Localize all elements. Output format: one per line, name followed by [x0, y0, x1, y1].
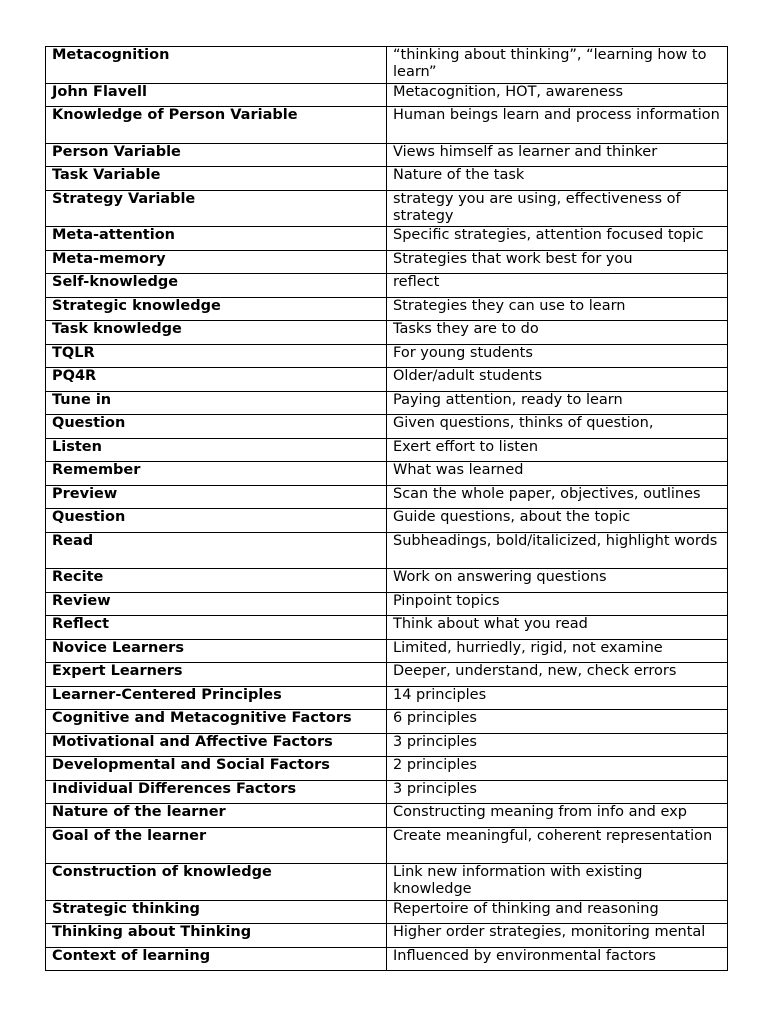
- description-cell: Paying attention, ready to learn: [387, 391, 728, 415]
- table-row: [46, 569, 728, 593]
- term-cell: Read: [46, 532, 387, 569]
- description-cell: Exert effort to listen: [387, 438, 728, 462]
- table-row: [46, 639, 728, 663]
- table-row: [46, 83, 728, 107]
- table-row: [46, 827, 728, 864]
- term-cell: Meta-attention: [46, 227, 387, 251]
- description-cell: 3 principles: [387, 733, 728, 757]
- term-cell: Self-knowledge: [46, 274, 387, 298]
- description-cell: Views himself as learner and thinker: [387, 143, 728, 167]
- term-cell: Metacognition: [46, 47, 387, 84]
- description-cell: Constructing meaning from info and exp: [387, 804, 728, 828]
- table-row: [46, 710, 728, 734]
- term-cell: TQLR: [46, 344, 387, 368]
- notes-table-body: [46, 47, 728, 971]
- description-cell: Given questions, thinks of question,: [387, 415, 728, 439]
- description-cell: Limited, hurriedly, rigid, not examine: [387, 639, 728, 663]
- table-row: [46, 143, 728, 167]
- term-cell: Question: [46, 509, 387, 533]
- table-row: [46, 757, 728, 781]
- table-row: [46, 864, 728, 901]
- term-cell: Preview: [46, 485, 387, 509]
- table-row: [46, 391, 728, 415]
- table-row: [46, 274, 728, 298]
- term-cell: Recite: [46, 569, 387, 593]
- description-cell: Scan the whole paper, objectives, outlines: [387, 485, 728, 509]
- table-row: [46, 804, 728, 828]
- term-cell: PQ4R: [46, 368, 387, 392]
- term-cell: Strategic knowledge: [46, 297, 387, 321]
- table-row: [46, 780, 728, 804]
- table-row: [46, 947, 728, 971]
- table-row: [46, 47, 728, 84]
- notes-table: [45, 46, 728, 971]
- description-cell: Older/adult students: [387, 368, 728, 392]
- description-cell: Create meaningful, coherent representation: [387, 827, 728, 864]
- term-cell: Context of learning: [46, 947, 387, 971]
- table-row: [46, 733, 728, 757]
- term-cell: Tune in: [46, 391, 387, 415]
- term-cell: Developmental and Social Factors: [46, 757, 387, 781]
- description-cell: Think about what you read: [387, 616, 728, 640]
- description-cell: Repertoire of thinking and reasoning: [387, 900, 728, 924]
- term-cell: Knowledge of Person Variable: [46, 107, 387, 144]
- description-cell: Subheadings, bold/italicized, highlight words: [387, 532, 728, 569]
- description-cell: Pinpoint topics: [387, 592, 728, 616]
- term-cell: Reflect: [46, 616, 387, 640]
- table-row: [46, 509, 728, 533]
- description-cell: strategy you are using, effectiveness of strategy: [387, 190, 728, 227]
- table-row: [46, 686, 728, 710]
- description-cell: Link new information with existing knowledge: [387, 864, 728, 901]
- term-cell: Goal of the learner: [46, 827, 387, 864]
- table-row: [46, 297, 728, 321]
- term-cell: Person Variable: [46, 143, 387, 167]
- description-cell: 6 principles: [387, 710, 728, 734]
- description-cell: Human beings learn and process information: [387, 107, 728, 144]
- table-row: [46, 462, 728, 486]
- table-row: [46, 321, 728, 345]
- term-cell: Novice Learners: [46, 639, 387, 663]
- description-cell: What was learned: [387, 462, 728, 486]
- term-cell: Expert Learners: [46, 663, 387, 687]
- description-cell: Tasks they are to do: [387, 321, 728, 345]
- term-cell: Task Variable: [46, 167, 387, 191]
- table-row: [46, 900, 728, 924]
- term-cell: Motivational and Affective Factors: [46, 733, 387, 757]
- term-cell: John Flavell: [46, 83, 387, 107]
- term-cell: Individual Differences Factors: [46, 780, 387, 804]
- table-row: [46, 532, 728, 569]
- description-cell: Deeper, understand, new, check errors: [387, 663, 728, 687]
- description-cell: Work on answering questions: [387, 569, 728, 593]
- table-row: [46, 227, 728, 251]
- description-cell: Specific strategies, attention focused topic: [387, 227, 728, 251]
- term-cell: Review: [46, 592, 387, 616]
- term-cell: Task knowledge: [46, 321, 387, 345]
- description-cell: Higher order strategies, monitoring mental: [387, 924, 728, 948]
- description-cell: Influenced by environmental factors: [387, 947, 728, 971]
- term-cell: Listen: [46, 438, 387, 462]
- table-row: [46, 368, 728, 392]
- description-cell: reflect: [387, 274, 728, 298]
- description-cell: Metacognition, HOT, awareness: [387, 83, 728, 107]
- description-cell: 3 principles: [387, 780, 728, 804]
- term-cell: Remember: [46, 462, 387, 486]
- term-cell: Construction of knowledge: [46, 864, 387, 901]
- term-cell: Cognitive and Metacognitive Factors: [46, 710, 387, 734]
- table-row: [46, 344, 728, 368]
- description-cell: 2 principles: [387, 757, 728, 781]
- description-cell: Nature of the task: [387, 167, 728, 191]
- table-row: [46, 190, 728, 227]
- table-row: [46, 107, 728, 144]
- description-cell: For young students: [387, 344, 728, 368]
- table-row: [46, 924, 728, 948]
- table-row: [46, 592, 728, 616]
- description-cell: Strategies that work best for you: [387, 250, 728, 274]
- description-cell: Guide questions, about the topic: [387, 509, 728, 533]
- table-row: [46, 167, 728, 191]
- table-row: [46, 250, 728, 274]
- table-row: [46, 616, 728, 640]
- term-cell: Meta-memory: [46, 250, 387, 274]
- description-cell: “thinking about thinking”, “learning how to learn”: [387, 47, 728, 84]
- term-cell: Question: [46, 415, 387, 439]
- table-row: [46, 415, 728, 439]
- term-cell: Strategy Variable: [46, 190, 387, 227]
- term-cell: Strategic thinking: [46, 900, 387, 924]
- description-cell: 14 principles: [387, 686, 728, 710]
- term-cell: Learner-Centered Principles: [46, 686, 387, 710]
- table-row: [46, 663, 728, 687]
- term-cell: Nature of the learner: [46, 804, 387, 828]
- table-row: [46, 485, 728, 509]
- table-row: [46, 438, 728, 462]
- term-cell: Thinking about Thinking: [46, 924, 387, 948]
- description-cell: Strategies they can use to learn: [387, 297, 728, 321]
